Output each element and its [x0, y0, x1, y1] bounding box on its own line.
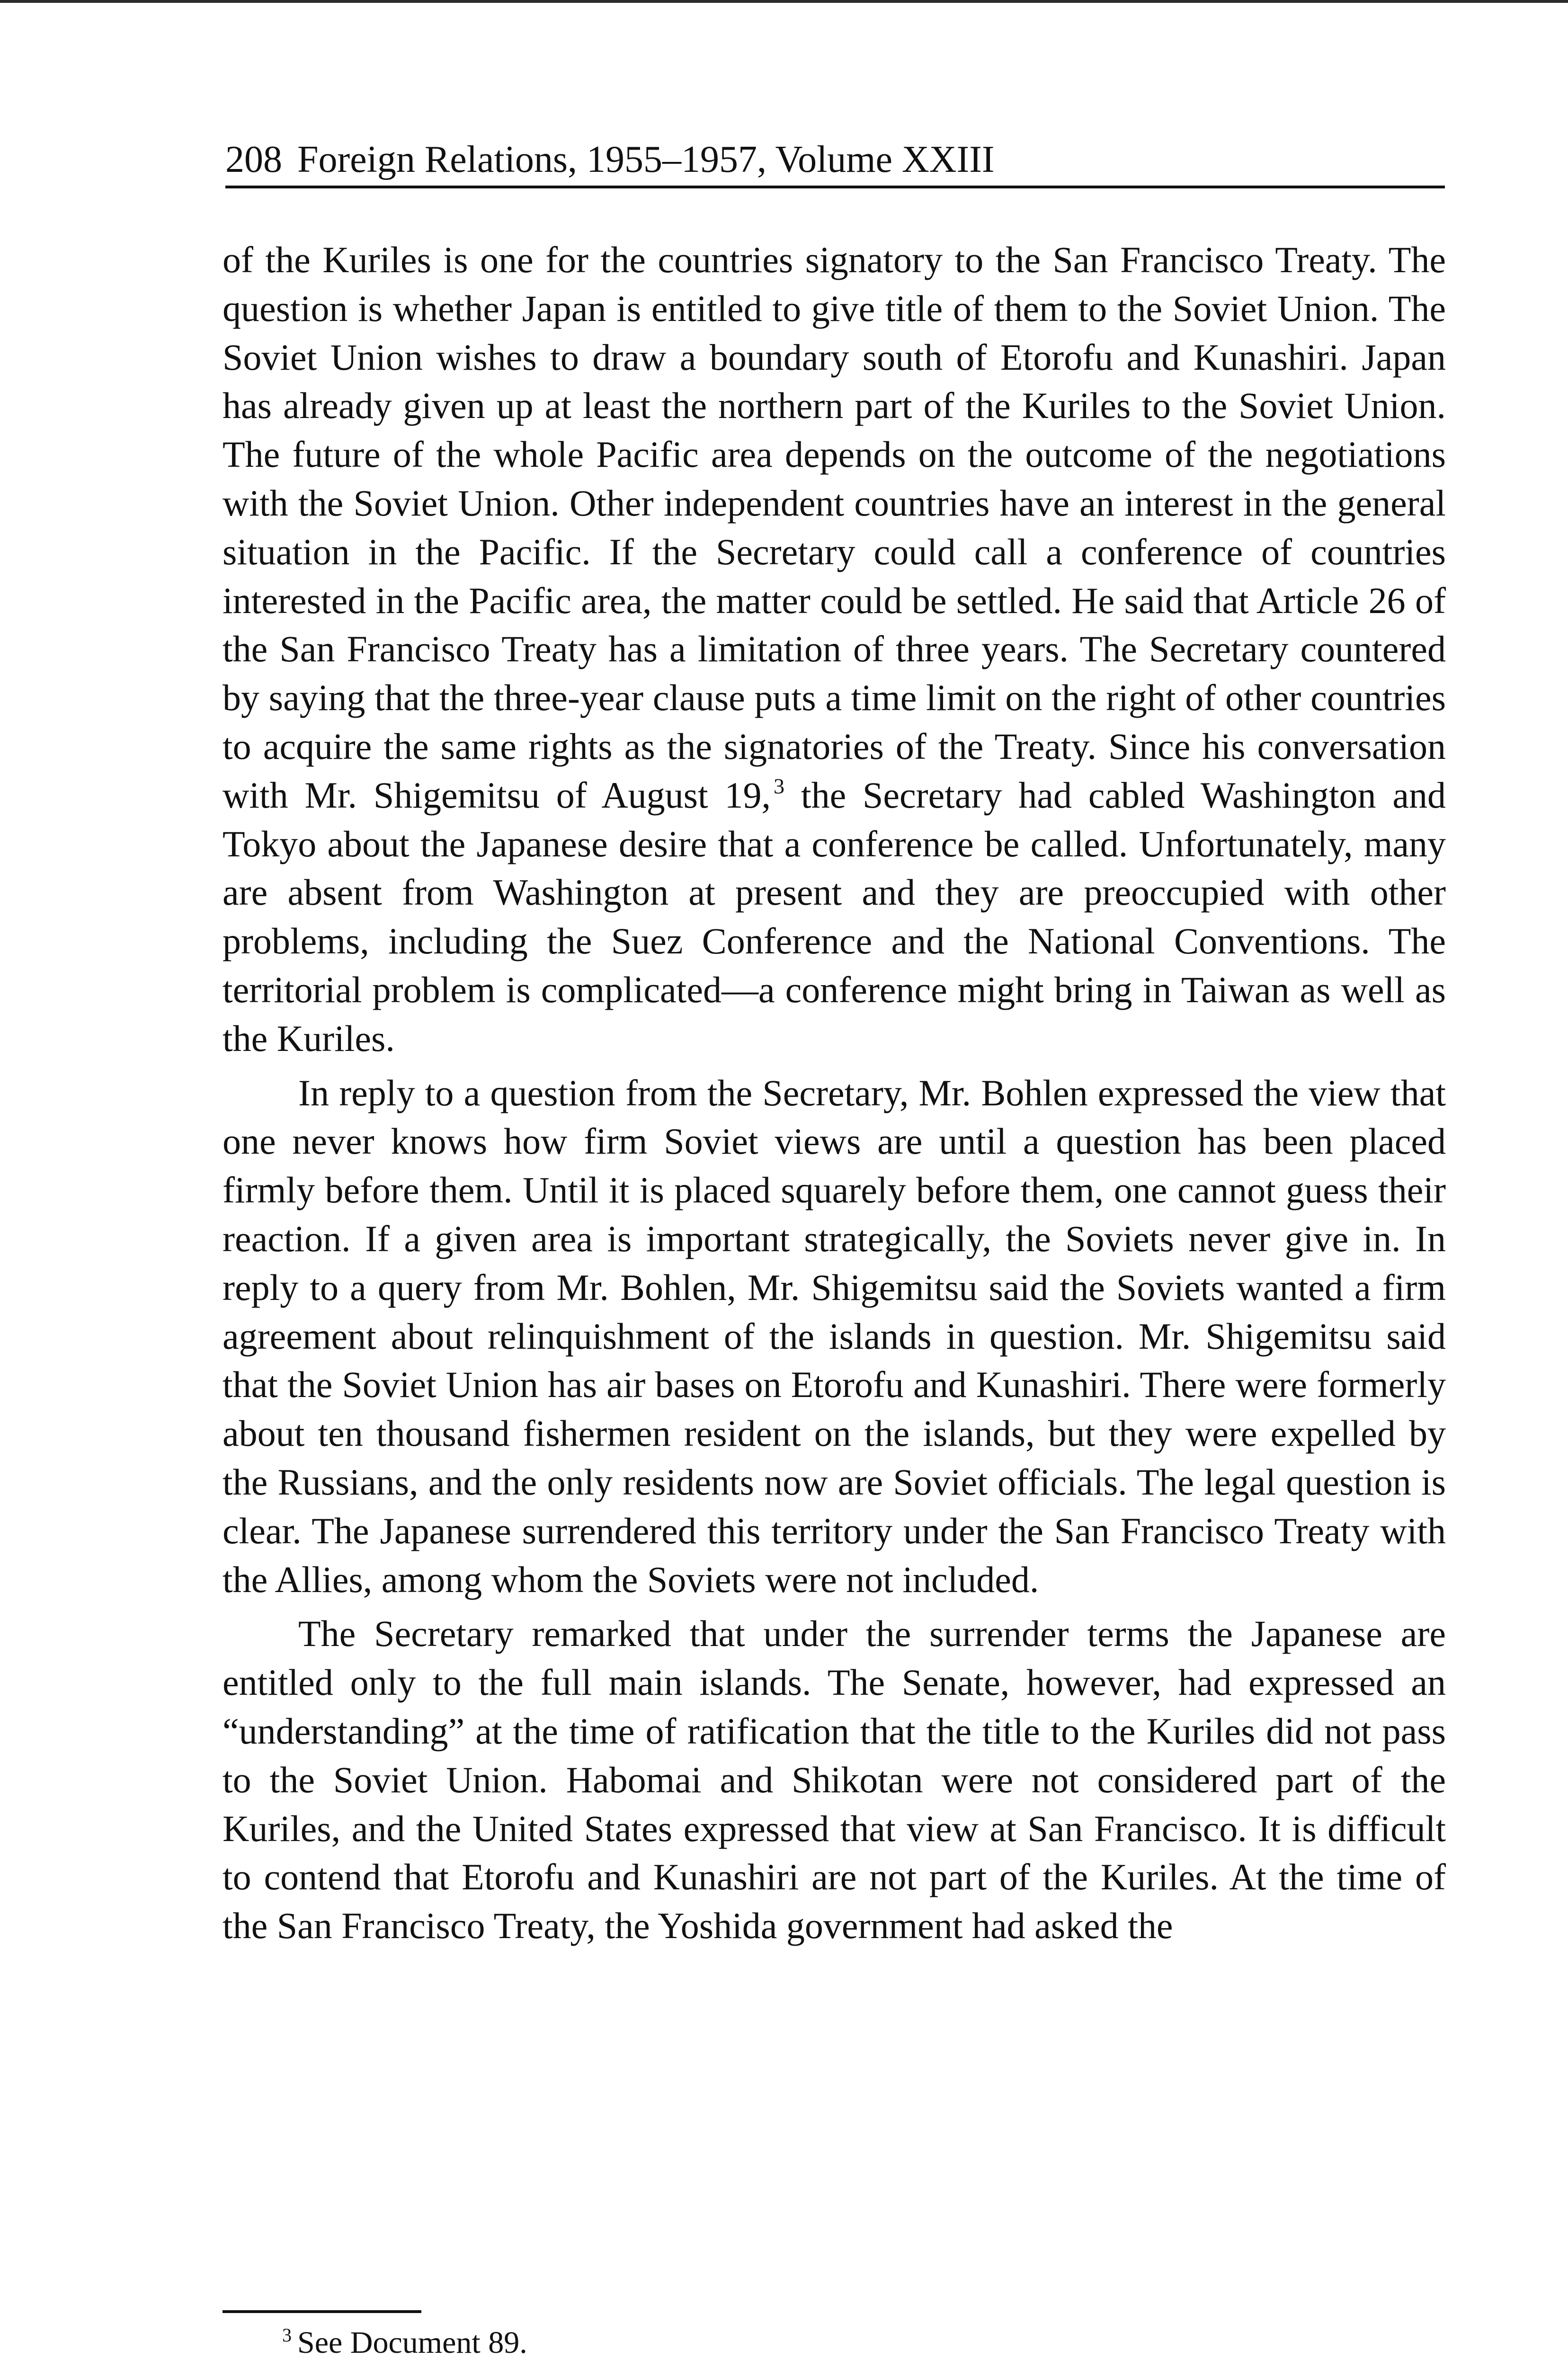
footnote-text: See Document 89.	[297, 2325, 527, 2360]
paragraph-2: In reply to a question from the Secretary, Mr. Bohlen expressed the view that one never knows how firm Soviet views are until a question has been placed firmly before them. Until it is placed squarely before them, one cannot guess their reaction. If a given area is important strategically, the Soviets never give in. In reply to a query from Mr. Bohlen, Mr. Shigemitsu said the Soviets wanted a firm agreement about relinquishment of the islands in question. Mr. Shigemitsu said that the Soviet Union has air bases on Etorofu and Kunashiri. There were formerly about ten thousand fishermen resident on the islands, but they were expelled by the Russians, and the only residents now are Soviet officials. The legal question is clear. The Japanese surrendered this territory under the San Francisco Treaty with the Allies, among whom the Soviets were not included.	[223, 1072, 1446, 1600]
body-text	[223, 236, 1446, 1956]
footnote-divider	[223, 2310, 421, 2313]
paragraph-3: The Secretary remarked that under the surrender terms the Japanese are entitled only to the full main islands. The Senate, however, had expressed an “understanding” at the time of ratification that the title to the Kuriles did not pass to the Soviet Union. Habomai and Shikotan were not considered part of the Kuriles, and the United States expressed that view at San Francisco. It is difficult to contend that Etorofu and Kunashiri are not part of the Kuriles. At the time of the San Francisco Treaty, the Yoshida government had asked the	[223, 1613, 1446, 1947]
footnote	[282, 2322, 527, 2364]
paragraph-1-text: of the Kuriles is one for the countries signatory to the San Francisco Treaty. The question is whether Japan is entitled to give title of them to the Soviet Union. The Soviet Union wishes to draw a boundary south of Etorofu and Kunashiri. Japan has already given up at least the northern part of the Kuriles to the Soviet Union. The future of the whole Pacific area depends on the outcome of the negotiations with the Soviet Union. Other independent countries have an interest in the general situation in the Pacific. If the Secretary could call a conference of countries interested in the Pacific area, the matter could be settled. He said that Article 26 of the San Francisco Treaty has a limitation of three years. The Secretary countered by saying that the three-year clause puts a time limit on the right of other countries to acquire the same rights as the signatories of the Treaty. Since his conversation with Mr. Shigemitsu of August 19,	[223, 239, 1446, 816]
footnote-reference: 3	[774, 774, 785, 798]
paragraph-1-continuation: the Secretary had cabled Washington and Tokyo about the Japanese desire that a conference be called. Unfortunately, many are absent from Washington at present and they are preoccupied with other problems, including the Suez Conference and the National Conventions. The territorial problem is complicated—a conference might bring in Taiwan as well as the Kuriles.	[223, 774, 1446, 1059]
running-header	[225, 133, 1445, 188]
page-top-edge	[0, 0, 1568, 3]
page-number: 208	[225, 139, 282, 180]
paragraph-1	[223, 236, 1446, 1063]
footnote-marker: 3	[282, 2324, 292, 2346]
running-title: Foreign Relations, 1955–1957, Volume XXIII	[297, 139, 995, 180]
